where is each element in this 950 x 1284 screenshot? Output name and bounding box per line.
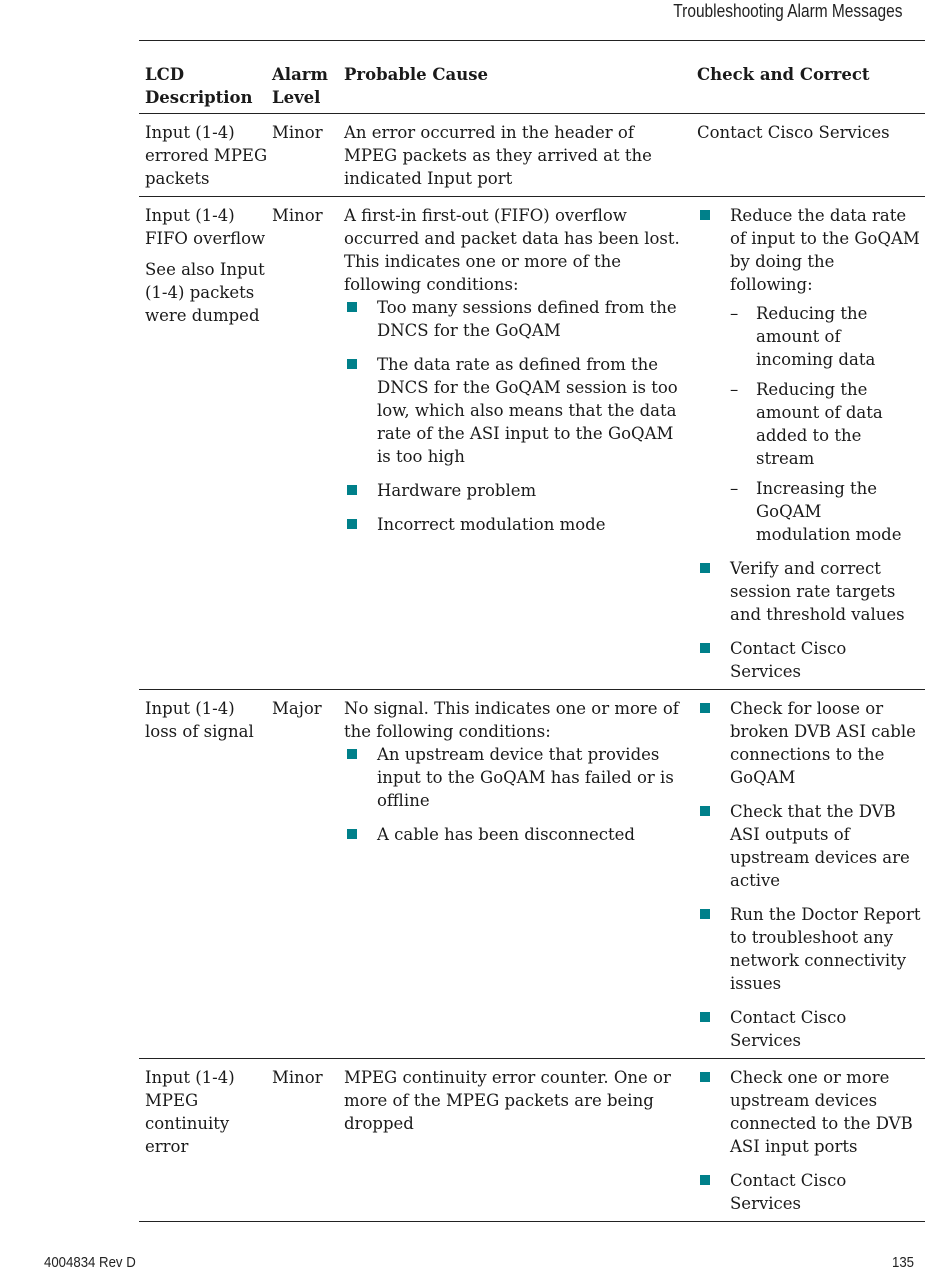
probable-cause-text: No signal. This indicates one or more of the following conditions: xyxy=(344,699,679,741)
square-bullet-icon xyxy=(700,1072,710,1082)
probable-cause-item-text: The data rate as defined from the DNCS for the GoQAM session is too low, which also means that the data rate of the ASI input to the GoQAM is too high xyxy=(377,355,678,466)
table-row xyxy=(139,114,925,197)
dash-bullet-icon: – xyxy=(730,304,739,323)
check-and-correct-list xyxy=(697,204,921,683)
probable-cause-list xyxy=(344,296,689,536)
square-bullet-icon xyxy=(347,519,357,529)
check-and-correct-item-text: Check that the DVB ASI outputs of upstream devices are active xyxy=(730,802,910,890)
cell-lcd-description xyxy=(139,197,272,690)
cell-alarm-level xyxy=(272,1059,338,1222)
cell-check-and-correct xyxy=(693,197,925,690)
check-and-correct-sublist xyxy=(730,302,921,546)
check-and-correct-item-text: Verify and correct session rate targets and threshold values xyxy=(730,559,905,624)
square-bullet-icon xyxy=(347,485,357,495)
probable-cause-item-text: A cable has been disconnected xyxy=(377,825,635,844)
check-and-correct-item xyxy=(697,1169,921,1215)
cell-probable-cause xyxy=(338,197,693,690)
check-and-correct-item-text: Reduce the data rate of input to the GoQAM by doing the following: xyxy=(730,206,920,294)
probable-cause-item xyxy=(344,296,689,342)
cell-check-and-correct xyxy=(693,1059,925,1222)
check-and-correct-subitem xyxy=(730,378,921,470)
dash-bullet-icon: – xyxy=(730,479,739,498)
check-and-correct-list xyxy=(697,1066,921,1215)
square-bullet-icon xyxy=(700,563,710,573)
probable-cause-list xyxy=(344,743,689,846)
square-bullet-icon xyxy=(700,806,710,816)
cell-lcd-description xyxy=(139,690,272,1059)
cell-alarm-level xyxy=(272,114,338,197)
table-header-row xyxy=(139,41,925,114)
alarm-table-container xyxy=(139,40,925,1222)
cell-check-and-correct xyxy=(693,114,925,197)
check-and-correct-item xyxy=(697,800,921,892)
square-bullet-icon xyxy=(347,302,357,312)
probable-cause-text: A first-in first-out (FIFO) overflow occurred and packet data has been lost. This indicates one or more of the following conditions: xyxy=(344,206,680,294)
check-and-correct-item-text: Contact Cisco Services xyxy=(730,1171,847,1213)
square-bullet-icon xyxy=(700,1175,710,1185)
probable-cause-item-text: Hardware problem xyxy=(377,481,537,500)
cell-check-and-correct xyxy=(693,690,925,1059)
check-and-correct-item xyxy=(697,1006,921,1052)
column-header-lcd-description: LCD Description xyxy=(145,65,253,107)
cell-alarm-level xyxy=(272,197,338,690)
footer-doc-number: 4004834 Rev D xyxy=(44,1254,136,1271)
square-bullet-icon xyxy=(700,210,710,220)
check-and-correct-item xyxy=(697,557,921,626)
table-header xyxy=(139,41,925,114)
table-row xyxy=(139,1059,925,1222)
table-row xyxy=(139,197,925,690)
lcd-description-text: Input (1-4) FIFO overflow xyxy=(145,206,266,248)
check-and-correct-item xyxy=(697,697,921,789)
cell-alarm-level xyxy=(272,690,338,1059)
alarm-level-text: Minor xyxy=(272,123,323,142)
lcd-description-text: Input (1-4) errored MPEG packets xyxy=(145,123,268,188)
check-and-correct-subitem xyxy=(730,477,921,546)
lcd-description-text: Input (1-4) loss of signal xyxy=(145,699,254,741)
column-header-alarm-level: Alarm Level xyxy=(272,65,328,107)
square-bullet-icon xyxy=(700,909,710,919)
column-header-probable-cause: Probable Cause xyxy=(344,65,488,84)
check-and-correct-item xyxy=(697,204,921,546)
square-bullet-icon xyxy=(700,1012,710,1022)
alarm-level-text: Minor xyxy=(272,1068,323,1087)
probable-cause-item xyxy=(344,353,689,468)
probable-cause-item-text: An upstream device that provides input to the GoQAM has failed or is offline xyxy=(377,745,674,810)
check-and-correct-item-text: Run the Doctor Report to troubleshoot any network connectivity issues xyxy=(730,905,921,993)
cell-lcd-description xyxy=(139,1059,272,1222)
probable-cause-item xyxy=(344,513,689,536)
check-and-correct-item-text: Contact Cisco Services xyxy=(730,1008,847,1050)
probable-cause-item-text: Incorrect modulation mode xyxy=(377,515,606,534)
check-and-correct-subitem xyxy=(730,302,921,371)
alarm-level-text: Minor xyxy=(272,206,323,225)
square-bullet-icon xyxy=(347,749,357,759)
check-and-correct-item xyxy=(697,903,921,995)
square-bullet-icon xyxy=(700,643,710,653)
lcd-description-text: See also Input (1-4) packets were dumped xyxy=(145,260,265,325)
lcd-description-text: Input (1-4) MPEG continuity error xyxy=(145,1068,235,1156)
check-and-correct-item-text: Check one or more upstream devices connected to the DVB ASI input ports xyxy=(730,1068,913,1156)
check-and-correct-text: Contact Cisco Services xyxy=(697,123,890,142)
table-body xyxy=(139,114,925,1222)
cell-probable-cause xyxy=(338,1059,693,1222)
probable-cause-text: An error occurred in the header of MPEG packets as they arrived at the indicated Input port xyxy=(344,123,652,188)
alarm-messages-table xyxy=(139,40,925,1222)
probable-cause-item xyxy=(344,479,689,502)
check-and-correct-list xyxy=(697,697,921,1052)
running-header-title: Troubleshooting Alarm Messages xyxy=(672,1,902,21)
cell-probable-cause xyxy=(338,690,693,1059)
dash-bullet-icon: – xyxy=(730,380,739,399)
check-and-correct-subitem-text: Reducing the amount of incoming data xyxy=(756,304,876,369)
check-and-correct-item-text: Check for loose or broken DVB ASI cable connections to the GoQAM xyxy=(730,699,916,787)
probable-cause-item xyxy=(344,823,689,846)
probable-cause-item xyxy=(344,743,689,812)
check-and-correct-subitem-text: Reducing the amount of data added to the stream xyxy=(756,380,883,468)
cell-lcd-description xyxy=(139,114,272,197)
footer-page-number: 135 xyxy=(891,1254,914,1271)
column-header-check-and-correct: Check and Correct xyxy=(697,65,870,84)
probable-cause-item-text: Too many sessions defined from the DNCS for the GoQAM xyxy=(377,298,677,340)
table-row xyxy=(139,690,925,1059)
check-and-correct-item-text: Contact Cisco Services xyxy=(730,639,847,681)
square-bullet-icon xyxy=(700,703,710,713)
check-and-correct-item xyxy=(697,637,921,683)
check-and-correct-item xyxy=(697,1066,921,1158)
alarm-level-text: Major xyxy=(272,699,322,718)
check-and-correct-subitem-text: Increasing the GoQAM modulation mode xyxy=(756,479,902,544)
square-bullet-icon xyxy=(347,829,357,839)
probable-cause-text: MPEG continuity error counter. One or more of the MPEG packets are being dropped xyxy=(344,1068,671,1133)
cell-probable-cause xyxy=(338,114,693,197)
square-bullet-icon xyxy=(347,359,357,369)
